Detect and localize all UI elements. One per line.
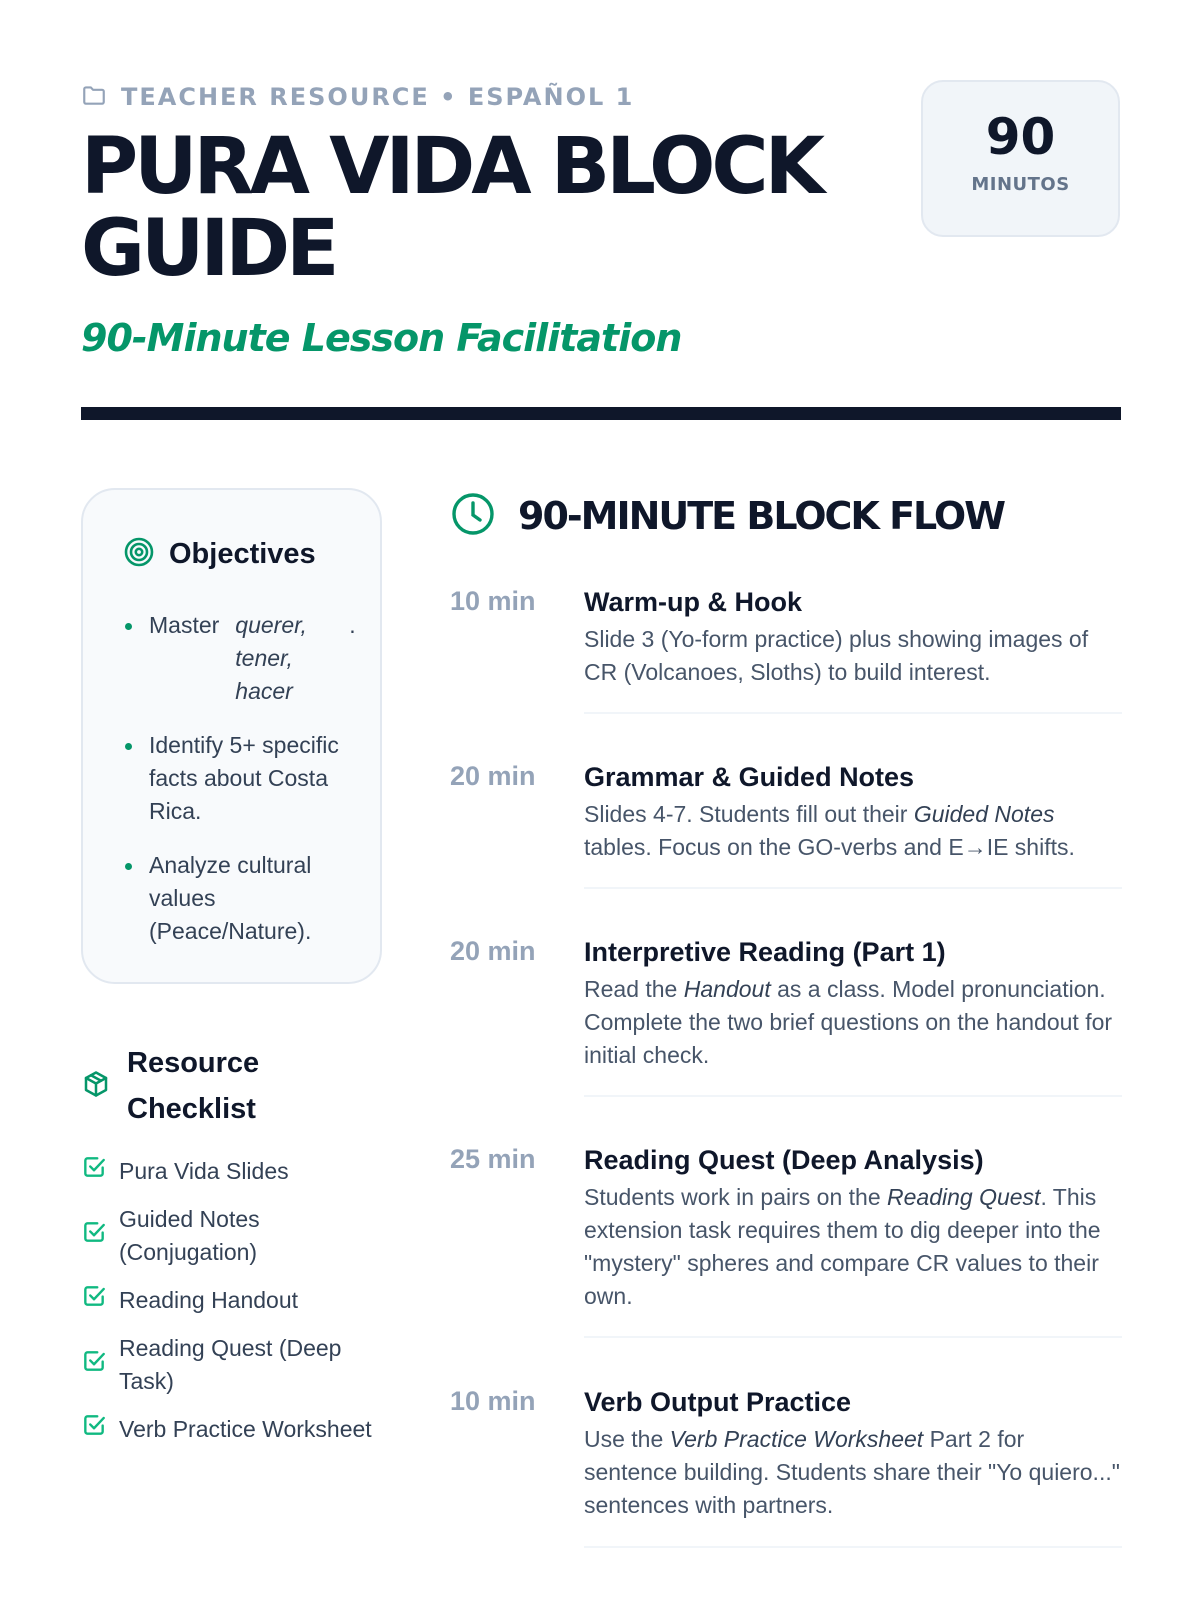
step-description: Slide 3 (Yo-form practice) plus showing images of CR (Volcanoes, Sloths) to build interest.: [584, 626, 1089, 685]
step-divider: [584, 1095, 1122, 1097]
step-divider: [584, 1546, 1122, 1548]
step-duration: 25 min: [450, 1144, 536, 1174]
resource-list: [81, 1154, 381, 1447]
checkbox-checked-icon: [81, 1154, 107, 1189]
step-title: Grammar & Guided Notes: [584, 762, 915, 792]
step-divider: [584, 1336, 1122, 1338]
objectives-card: [81, 488, 382, 984]
resource-item: [81, 1154, 381, 1189]
objectives-list: [123, 609, 356, 948]
duration-value: 90: [985, 108, 1056, 166]
target-icon: [123, 536, 155, 573]
step-description: Read the Handout as a class. Model pronunciation. Complete the two brief questions on the handout for initial check.: [584, 976, 1113, 1068]
step-duration: 10 min: [450, 586, 536, 616]
header-divider: [81, 407, 1121, 420]
folder-icon: [81, 82, 107, 113]
checkbox-checked-icon: [81, 1348, 107, 1383]
objectives-header: [123, 536, 356, 573]
step-description: Slides 4-7. Students fill out their Guided Notes tables. Focus on the GO-verbs and E→IE shifts.: [584, 801, 1075, 860]
resource-label: Pura Vida Slides: [119, 1158, 289, 1184]
resource-item: [81, 1412, 381, 1447]
eyebrow-text: TEACHER RESOURCE • ESPAÑOL 1: [121, 83, 635, 111]
resource-item: [81, 1283, 381, 1318]
step-divider: [584, 712, 1122, 714]
step-title: Interpretive Reading (Part 1): [584, 937, 946, 967]
step-duration: 20 min: [450, 936, 536, 966]
step-duration: 20 min: [450, 761, 536, 791]
package-icon: [81, 1069, 111, 1104]
resource-label: Reading Quest (Deep Task): [119, 1335, 342, 1394]
checkbox-checked-icon: [81, 1283, 107, 1318]
step-divider: [584, 887, 1122, 889]
resource-item: [81, 1332, 381, 1398]
step-title: Verb Output Practice: [584, 1387, 852, 1417]
resource-checklist: [81, 1040, 381, 1461]
checkbox-checked-icon: [81, 1412, 107, 1447]
resource-header: [81, 1040, 381, 1132]
step-description: Students work in pairs on the Reading Quest. This extension task requires them to dig deeper into the "mystery" spheres and compare CR values to their own.: [584, 1184, 1101, 1309]
flow-header: [450, 488, 1122, 544]
resource-label: Verb Practice Worksheet: [119, 1416, 372, 1442]
resource-item: [81, 1203, 381, 1269]
duration-label: MINUTOS: [971, 174, 1070, 195]
objective-suffix: .: [349, 612, 356, 638]
page-subtitle: 90-Minute Lesson Facilitation: [81, 316, 682, 360]
checkbox-checked-icon: [81, 1219, 107, 1254]
page-title: PURA VIDA BLOCK GUIDE: [81, 122, 822, 294]
objective-item: Analyze cultural values (Peace/Nature).: [123, 849, 356, 948]
resource-title: Resource Checklist: [127, 1047, 260, 1125]
duration-badge: [921, 80, 1120, 237]
step-title: Warm-up & Hook: [584, 587, 802, 617]
objective-item: Identify 5+ specific facts about Costa Rica.: [123, 729, 356, 828]
resource-label: Reading Handout: [119, 1287, 299, 1313]
step-title: Reading Quest (Deep Analysis): [584, 1145, 984, 1175]
objective-verbs: querer, tener, hacer: [235, 612, 307, 704]
objective-prefix: Master: [149, 612, 220, 638]
resource-label: Guided Notes (Conjugation): [119, 1206, 260, 1265]
block-flow: [450, 488, 1122, 1518]
objective-item: [123, 609, 356, 708]
objectives-title: Objectives: [169, 538, 316, 570]
step-description: Use the Verb Practice Worksheet Part 2 for sentence building. Students share their "Yo quiero..." sentences with partners.: [584, 1426, 1120, 1518]
step-duration: 10 min: [450, 1386, 536, 1416]
flow-title: 90-MINUTE BLOCK FLOW: [518, 494, 1005, 538]
clock-icon: [450, 491, 496, 542]
